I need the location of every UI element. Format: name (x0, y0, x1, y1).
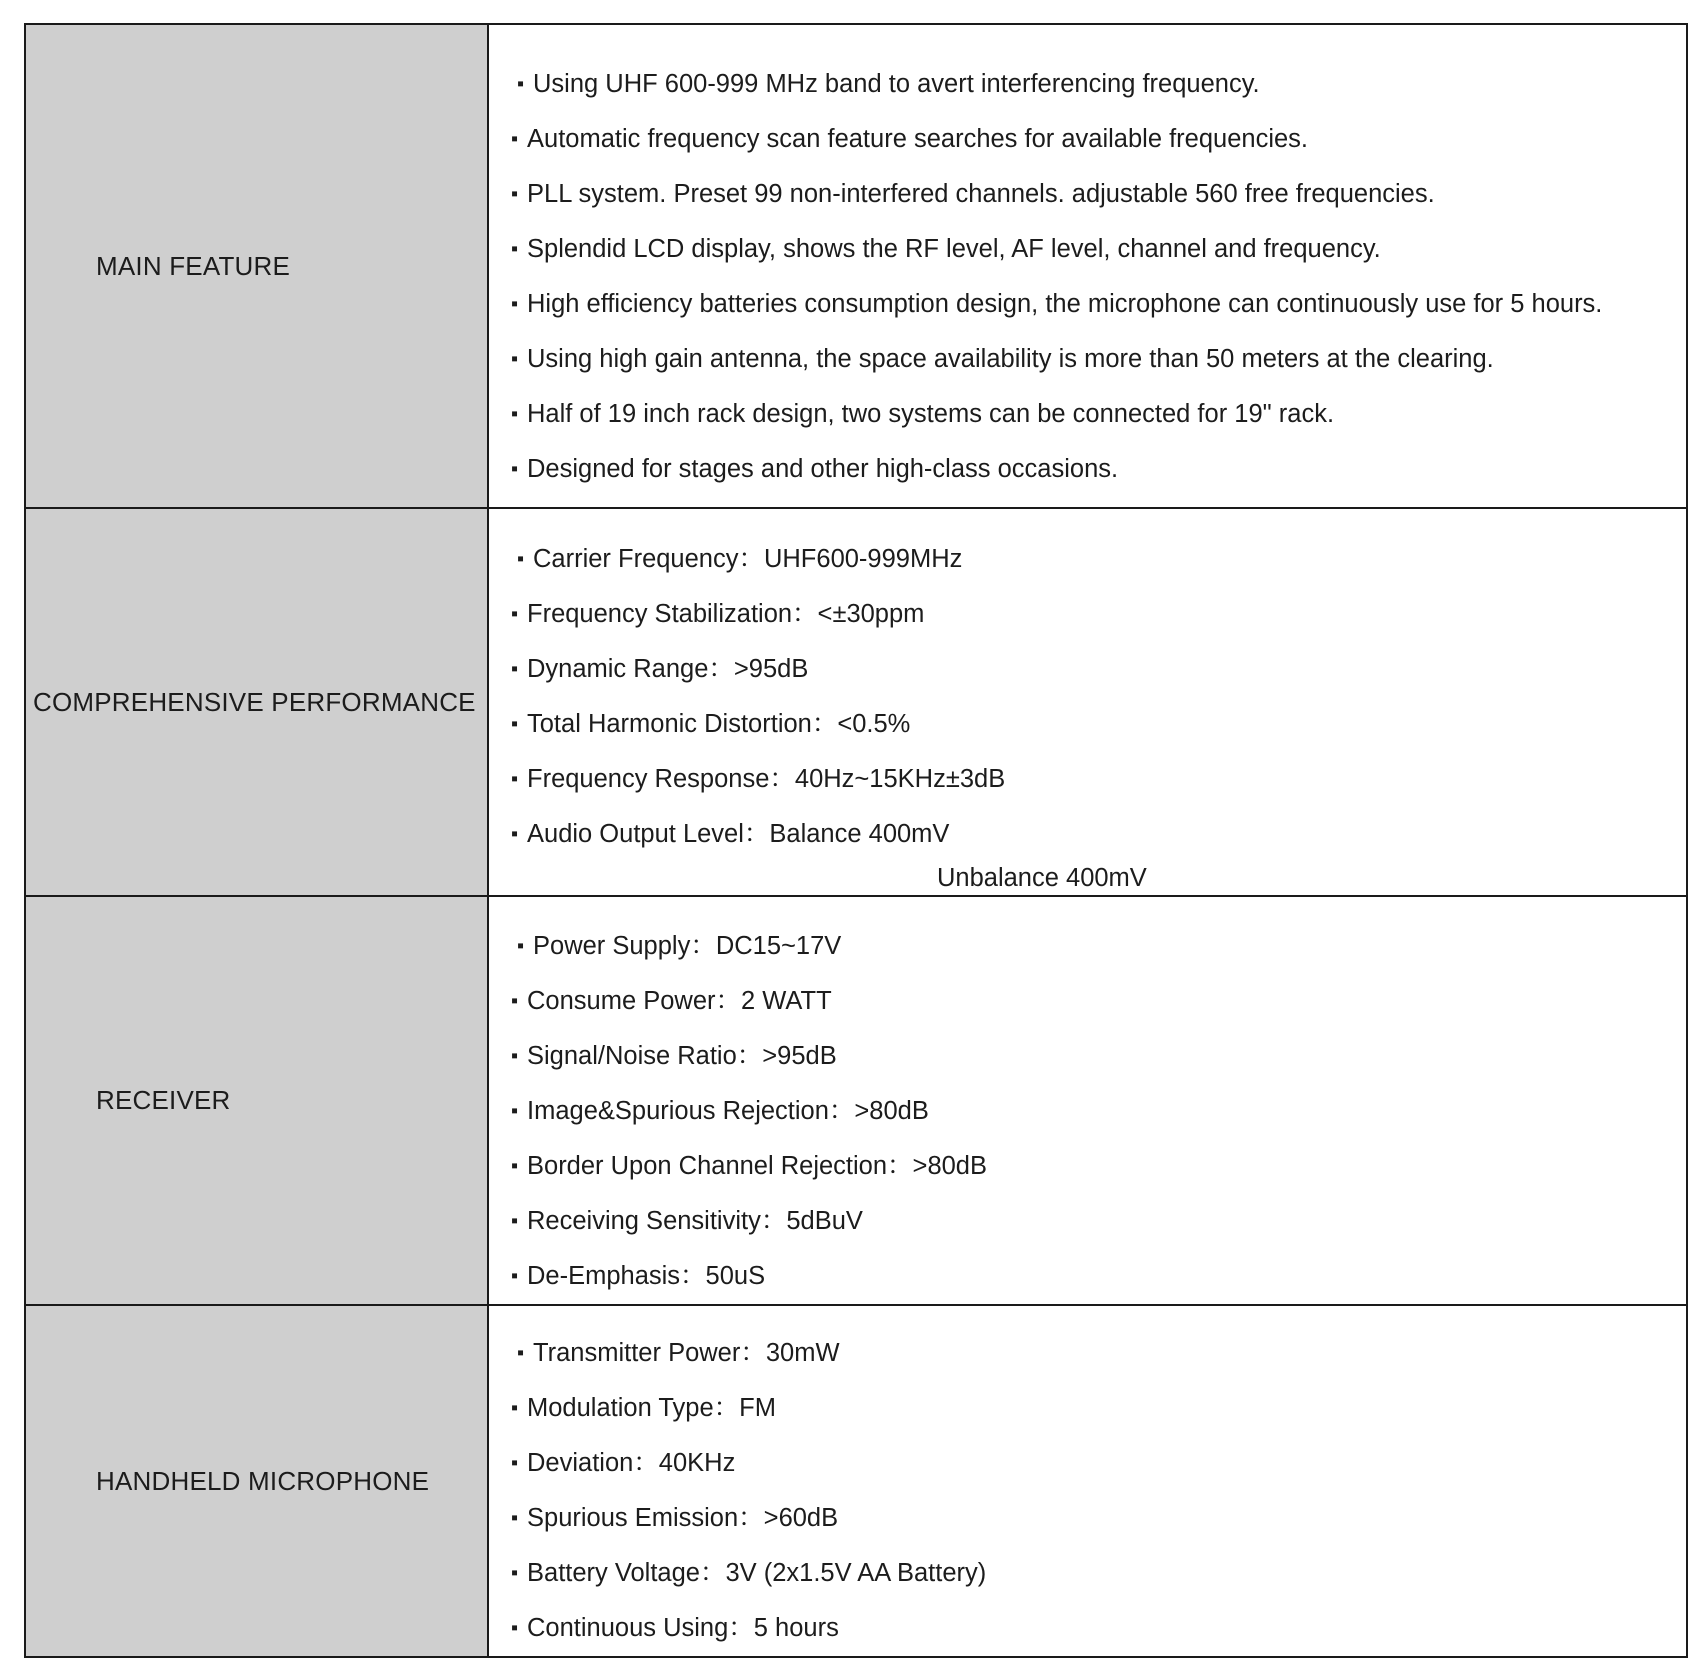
list-item: ▪ Spurious Emission：>60dB (489, 1491, 1686, 1546)
bullet-icon: ▪ (511, 1452, 519, 1474)
list-item: ▪ Battery Voltage：3V (2x1.5V AA Battery) (489, 1546, 1686, 1601)
bullet-icon: ▪ (511, 293, 519, 315)
bullet-icon: ▪ (511, 348, 519, 370)
list-item: ▪ Border Upon Channel Rejection：>80dB (489, 1139, 1686, 1194)
list-item: ▪ Continuous Using：5 hours (489, 1601, 1686, 1656)
bullet-icon: ▪ (511, 1617, 519, 1639)
section-content-cell (488, 508, 1687, 896)
list-item: ▪ Splendid LCD display, shows the RF level, AF level, channel and frequency. (489, 222, 1686, 277)
list-item: ▪ Dynamic Range：>95dB (489, 642, 1686, 697)
section-label-cell (25, 896, 488, 1305)
list-item: ▪ Designed for stages and other high-class occasions. (489, 442, 1686, 497)
list-item: ▪ PLL system. Preset 99 non-interfered channels. adjustable 560 free frequencies. (489, 167, 1686, 222)
bullet-icon: ▪ (511, 1210, 519, 1232)
section-row-comprehensive-performance (25, 508, 1687, 896)
list-item: ▪ De-Emphasis：50uS (489, 1249, 1686, 1304)
bullet-icon: ▪ (517, 1342, 525, 1364)
section-label: HANDHELD MICROPHONE (96, 1465, 430, 1496)
section-row-main-feature (25, 24, 1687, 508)
list-item: ▪ Image&Spurious Rejection：>80dB (489, 1084, 1686, 1139)
bullet-icon: ▪ (511, 403, 519, 425)
bullet-icon: ▪ (511, 1045, 519, 1067)
bullet-icon: ▪ (517, 548, 525, 570)
section-label-cell (25, 1305, 488, 1657)
bullet-icon: ▪ (511, 128, 519, 150)
list-item: ▪ Consume Power：2 WATT (489, 974, 1686, 1029)
section-label: MAIN FEATURE (96, 250, 291, 281)
bullet-icon: ▪ (511, 713, 519, 735)
bullet-icon: ▪ (511, 183, 519, 205)
bullet-icon: ▪ (511, 603, 519, 625)
bullet-icon: ▪ (511, 1155, 519, 1177)
section-row-receiver (25, 896, 1687, 1305)
list-item: ▪ Transmitter Power：30mW (489, 1326, 1686, 1381)
bullet-icon: ▪ (517, 73, 525, 95)
section-content-cell (488, 24, 1687, 508)
bullet-icon: ▪ (511, 458, 519, 480)
section-content-cell (488, 1305, 1687, 1657)
section-label: RECEIVER (96, 1085, 231, 1115)
list-item: ▪ Frequency Response：40Hz~15KHz±3dB (489, 752, 1686, 807)
spec-table (24, 23, 1688, 1658)
list-item: ▪ Frequency Stabilization：<±30ppm (489, 587, 1686, 642)
unbalance-output-line: Unbalance 400mV (937, 864, 1147, 892)
list-item: ▪ Audio Output Level：Balance 400mV (489, 807, 1686, 862)
list-item: ▪ Power Supply：DC15~17V (489, 919, 1686, 974)
bullet-icon: ▪ (511, 658, 519, 680)
bullet-icon: ▪ (511, 1507, 519, 1529)
bullet-icon: ▪ (511, 990, 519, 1012)
feature-list (489, 25, 1686, 497)
list-item: ▪ High efficiency batteries consumption design, the microphone can continuously use for 5 hours. (489, 277, 1686, 332)
list-item: ▪ Carrier Frequency：UHF600-999MHz (489, 532, 1686, 587)
section-row-handheld-microphone (25, 1305, 1687, 1657)
list-item: ▪ Total Harmonic Distortion：<0.5% (489, 697, 1686, 752)
bullet-icon: ▪ (511, 1100, 519, 1122)
list-item: ▪ Signal/Noise Ratio：>95dB (489, 1029, 1686, 1084)
bullet-icon: ▪ (511, 1265, 519, 1287)
bullet-icon: ▪ (511, 768, 519, 790)
section-label-cell (25, 508, 488, 896)
performance-list (489, 509, 1686, 862)
list-item: ▪ Half of 19 inch rack design, two systems can be connected for 19" rack. (489, 387, 1686, 442)
bullet-icon: ▪ (511, 1562, 519, 1584)
section-label: COMPREHENSIVE PERFORMANCE (33, 686, 476, 717)
list-item: ▪ Using UHF 600-999 MHz band to avert interferencing frequency. (489, 57, 1686, 112)
list-item: ▪ Modulation Type：FM (489, 1381, 1686, 1436)
section-content-cell (488, 896, 1687, 1305)
list-item: ▪ Using high gain antenna, the space availability is more than 50 meters at the clearing. (489, 332, 1686, 387)
list-item: ▪ Receiving Sensitivity：5dBuV (489, 1194, 1686, 1249)
bullet-icon: ▪ (511, 823, 519, 845)
list-item: ▪ Deviation：40KHz (489, 1436, 1686, 1491)
bullet-icon: ▪ (511, 1397, 519, 1419)
list-item: ▪ Automatic frequency scan feature searches for available frequencies. (489, 112, 1686, 167)
bullet-icon: ▪ (511, 238, 519, 260)
section-label-cell (25, 24, 488, 508)
receiver-list (489, 897, 1686, 1304)
microphone-list (489, 1306, 1686, 1656)
bullet-icon: ▪ (517, 935, 525, 957)
